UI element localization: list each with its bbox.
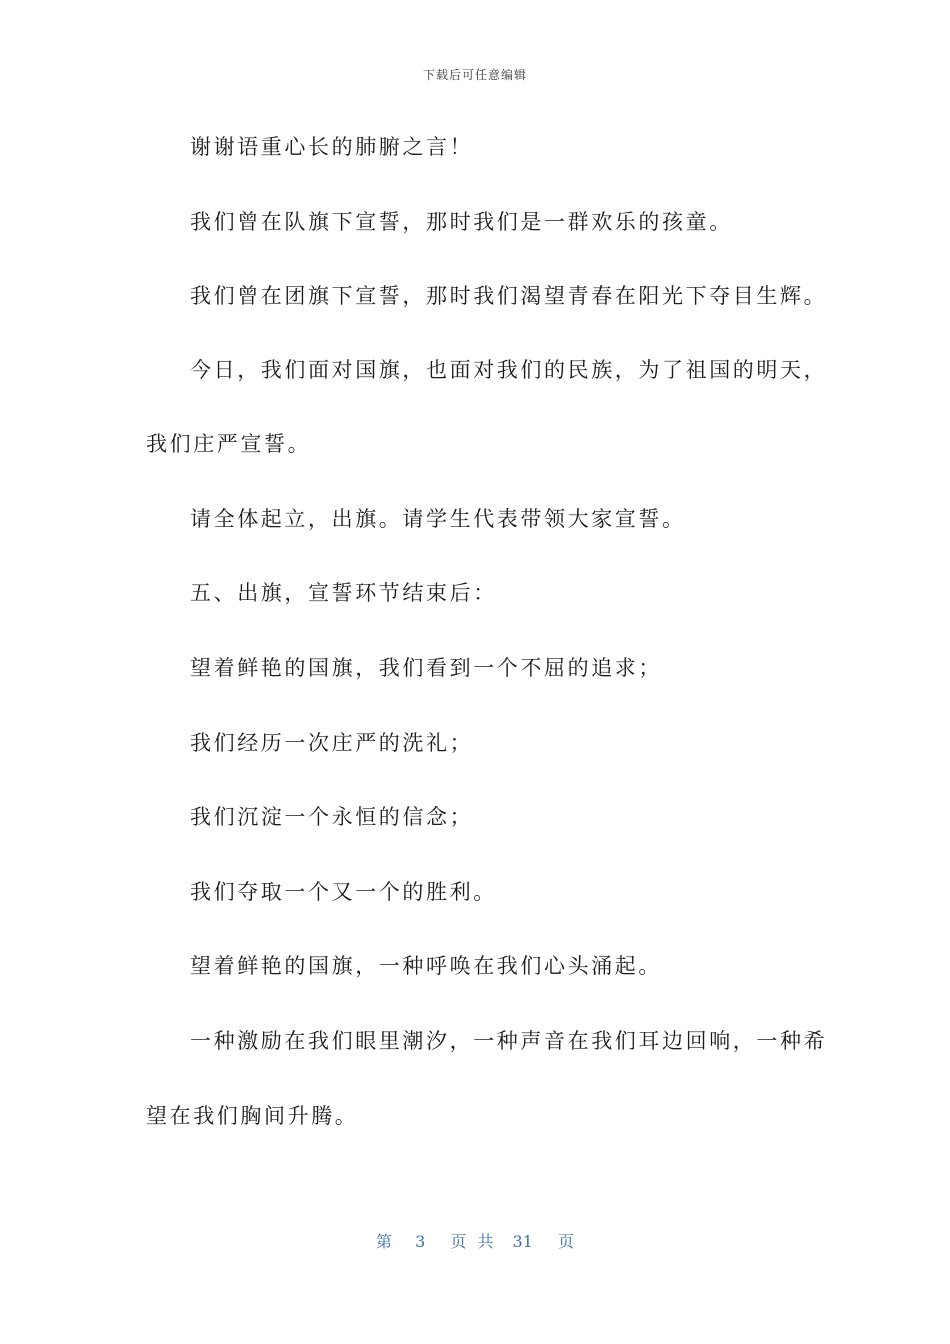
paragraph: 我们曾在队旗下宣誓，那时我们是一群欢乐的孩童。 bbox=[190, 210, 733, 234]
paragraph-continuation: 望在我们胸间升腾。 bbox=[146, 1104, 359, 1128]
paragraph: 望着鲜艳的国旗，我们看到一个不屈的追求； bbox=[190, 656, 662, 680]
paragraph: 我们夺取一个又一个的胜利。 bbox=[190, 880, 497, 904]
paragraph: 谢谢语重心长的肺腑之言！ bbox=[190, 135, 474, 159]
page-suffix: 页 bbox=[558, 1232, 575, 1251]
paragraph: 今日，我们面对国旗，也面对我们的民族，为了祖国的明天， bbox=[190, 358, 828, 382]
section-heading: 五、出旗，宣誓环节结束后： bbox=[190, 581, 497, 605]
paragraph-continuation: 我们庄严宣誓。 bbox=[146, 432, 312, 456]
paragraph: 我们曾在团旗下宣誓，那时我们渴望青春在阳光下夺目生辉。 bbox=[190, 284, 828, 308]
total-pages-number: 31 bbox=[512, 1232, 533, 1251]
page-footer bbox=[0, 1229, 950, 1252]
paragraph: 我们经历一次庄严的洗礼； bbox=[190, 731, 474, 755]
current-page-number: 3 bbox=[415, 1232, 426, 1251]
paragraph: 我们沉淀一个永恒的信念； bbox=[190, 805, 474, 829]
page-mid: 页 共 bbox=[450, 1232, 494, 1251]
paragraph: 请全体起立，出旗。请学生代表带领大家宣誓。 bbox=[190, 507, 686, 531]
header-note: 下载后可任意编辑 bbox=[422, 68, 527, 82]
paragraph: 一种激励在我们眼里潮汐，一种声音在我们耳边回响，一种希 bbox=[190, 1029, 828, 1053]
page-prefix: 第 bbox=[375, 1232, 392, 1251]
paragraph: 望着鲜艳的国旗，一种呼唤在我们心头涌起。 bbox=[190, 954, 662, 978]
